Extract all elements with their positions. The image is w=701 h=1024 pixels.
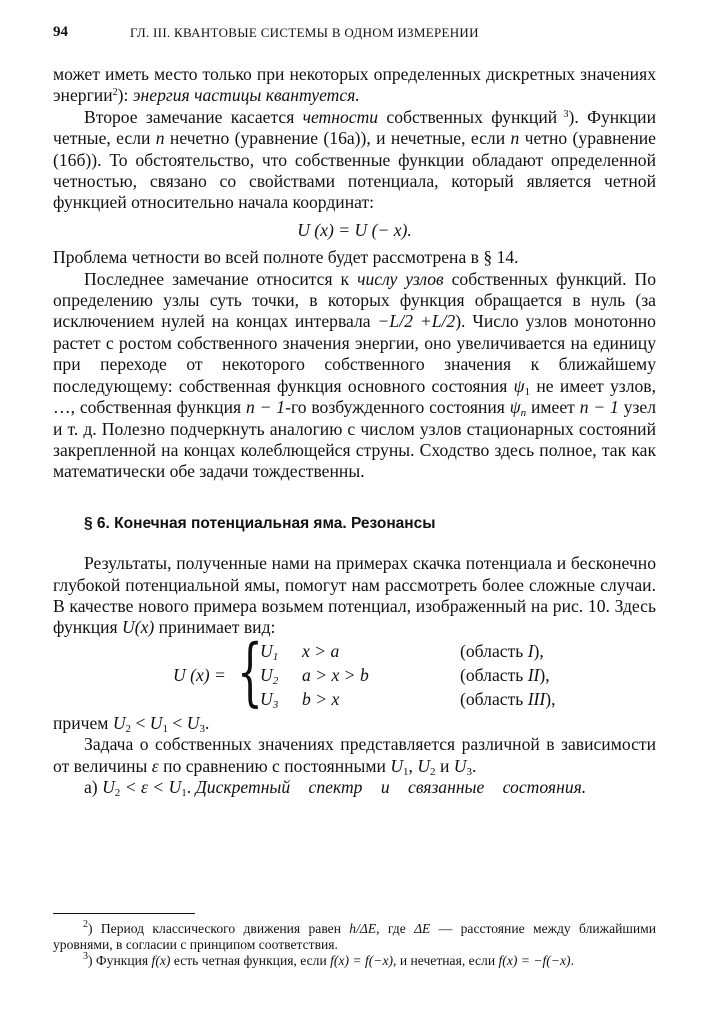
text: <: [131, 712, 150, 733]
math-subscript: 2: [125, 722, 132, 735]
region-label: III: [527, 688, 546, 709]
paragraph-parity-reference: Проблема четности во всей полноте будет рассмотрена в § 14.: [53, 247, 519, 268]
math-u: U: [186, 712, 200, 733]
italic-term-nodes: числу узлов: [357, 268, 444, 289]
paragraph-ordering: [53, 713, 656, 734]
text: (область: [460, 664, 528, 685]
page-body: [53, 64, 656, 798]
text: причем: [53, 712, 113, 733]
text: Задача о собственных значениях представляется различной в зависимости от величины: [53, 734, 656, 776]
text: ) Функция: [88, 953, 152, 968]
math-subscript: 1: [162, 722, 168, 735]
text: U: [260, 640, 273, 661]
text: ) Период классического движения равен: [88, 921, 350, 936]
math-subscript: 3: [272, 698, 279, 711]
text: собственных функций: [378, 106, 558, 127]
math-subscript: n: [520, 407, 527, 420]
text: Второе замечание касается: [84, 106, 303, 127]
equation-parity: U (x) = U (− x).: [297, 219, 412, 240]
math-psi: ψ: [513, 375, 525, 396]
footnote-ref-3[interactable]: 3: [563, 108, 569, 120]
text: -го возбужденного состояния: [285, 397, 510, 418]
italic-emphasis: энергия частицы квантуется.: [132, 85, 360, 106]
math-u: U: [417, 755, 431, 776]
page-number: 94: [53, 24, 68, 40]
text: по сравнению с постоянными: [158, 755, 391, 776]
paragraph-finite-well-intro: [53, 553, 656, 639]
piecewise-condition: a > x > b: [302, 664, 369, 685]
math-n-minus-1: n − 1: [245, 397, 286, 418]
section-heading: § 6. Конечная потенциальная яма. Резонансы: [84, 514, 436, 532]
math-psi: ψ: [509, 397, 521, 418]
text: U: [260, 664, 273, 685]
math-inequality: < ε <: [120, 776, 169, 797]
math-formula: f(x) = f(−x): [330, 953, 394, 968]
piecewise-value: [260, 641, 278, 662]
paragraph-quantization: может иметь место только при некоторых определенных дискретных значениях энергии$^2$): энергия частицы квантуется.: [53, 64, 656, 106]
math-n: n: [510, 128, 520, 149]
text: четно (уравнение (16б)). То обстоятельство, что собственные функции обладают определенной четностью, связано со свойствами потенциала, который является четной функцией относительно начала координат:: [53, 128, 656, 213]
text: .: [186, 776, 196, 797]
running-title: ГЛ. III. КВАНТОВЫЕ СИСТЕМЫ В ОДНОМ ИЗМЕРЕНИИ: [130, 25, 479, 40]
italic-case-title: Дискретный спектр и связанные состояния.: [195, 776, 587, 797]
text: ),: [539, 664, 550, 685]
text: нечетно (уравнение (16а)), и нечетные, если: [164, 128, 511, 149]
text: (область: [460, 688, 528, 709]
page-header: [53, 24, 656, 44]
text: узел и т. д. Полезно подчеркнуть аналогию с числом узлов стационарных состояний закрепленной на концах колеблющейся струны. Сходство здесь полное, так как математически обе задачи тождественны.: [53, 397, 656, 482]
math-u: U: [390, 755, 404, 776]
text: ). Число узлов монотонно растет с ростом собственного значения энергии, оно увеличивается на единицу при переходе от некоторого собственного значения к ближайшему последующему: собственная функция основного состояния: [53, 311, 656, 396]
piecewise-value: [260, 665, 278, 686]
text: Результаты, полученные нами на примерах скачка потенциала и бесконечно глубокой потенциальной ямы, помогут нам рассмотреть более сложные случаи. В качестве нового примера возьмем потенциал, изображенный на рис. 10. Здесь функция: [53, 553, 656, 638]
footnotes: [53, 921, 656, 969]
text: (область: [460, 640, 528, 661]
left-brace-icon: {: [237, 628, 263, 715]
paragraph-case-a: [53, 777, 656, 798]
text: .: [471, 755, 477, 776]
math-subscript: 1: [272, 650, 279, 663]
math-u: U: [453, 755, 467, 776]
math-n-minus-1: n − 1: [579, 397, 619, 418]
text: не имеет узлов, …, собственная функция: [53, 375, 656, 418]
piecewise-value: [260, 689, 278, 710]
math-n: n: [155, 128, 165, 149]
math-epsilon: ε: [151, 755, 159, 776]
equation-piecewise-potential: [53, 628, 656, 715]
math-interval: −L/2 +L/2: [377, 311, 456, 332]
text: принимает вид:: [154, 617, 276, 638]
footnote-mark: 2: [83, 919, 88, 930]
italic-term-parity: четности: [302, 106, 379, 127]
math-formula: ΔE: [414, 921, 431, 936]
text: Последнее замечание относится к: [84, 268, 358, 289]
text: , где: [376, 921, 415, 936]
math-subscript: 2: [430, 765, 436, 778]
text: ,: [408, 755, 418, 776]
text: ),: [545, 688, 556, 709]
text: U: [260, 688, 273, 709]
piecewise-condition: x > a: [302, 640, 340, 661]
piecewise-condition: b > x: [302, 688, 340, 709]
math-subscript: 1: [403, 765, 409, 778]
text: может иметь место только при некоторых определенных дискретных значениях энергии: [53, 64, 656, 106]
text: ),: [533, 640, 544, 661]
text: :: [123, 85, 133, 106]
piecewise-region: [460, 665, 550, 686]
math-formula: f(x): [151, 953, 171, 968]
math-subscript: 3: [199, 722, 205, 735]
text: а): [84, 776, 103, 797]
paragraph-parity: Второе замечание касается четности собственных функций $^3$). Функции четные, если n нечетно (уравнение (16а)), и нечетные, если n четно (уравнение (16б)). То обстоятельство, что собственные функции обладают определенной четностью, связано со свойствами потенциала, который является четной функцией относительно начала координат:: [53, 106, 656, 213]
math-u: U: [168, 776, 182, 797]
footnote-mark: 3: [83, 951, 88, 962]
region-label: I: [527, 640, 534, 661]
text: .: [204, 712, 210, 733]
piecewise-region: [460, 641, 544, 662]
math-u: U: [112, 712, 126, 733]
text: имеет: [526, 397, 580, 418]
paragraph-nodes: [53, 269, 656, 483]
text: есть четная функция, если: [170, 953, 331, 968]
math-subscript: 3: [466, 765, 472, 778]
math-formula: f(x) = −f(−x): [498, 953, 571, 968]
piecewise-lhs: U (x) =: [173, 664, 226, 685]
footnote-2: [53, 921, 656, 953]
text: .: [570, 953, 574, 968]
text: — расстояние между ближайшими уровнями, в согласии с принципом соответствия.: [53, 921, 656, 952]
math-formula: h/ΔE: [349, 921, 377, 936]
text: и: [435, 755, 454, 776]
text: <: [168, 712, 187, 733]
footnote-ref-2[interactable]: 2: [112, 87, 118, 99]
text: , и нечетная, если: [393, 953, 499, 968]
math-u: U: [102, 776, 115, 797]
text: . Функции четные, если: [53, 106, 656, 149]
math-u: U: [149, 712, 163, 733]
math-u-of-x: U(x): [122, 617, 155, 638]
math-subscript: 2: [272, 674, 279, 687]
footnote-3: [53, 953, 656, 969]
footnote-divider: [53, 913, 195, 914]
region-label: II: [527, 664, 540, 685]
piecewise-region: [460, 689, 556, 710]
math-subscript: 1: [181, 786, 187, 799]
math-subscript: 2: [114, 786, 121, 799]
paragraph-eigenvalue-problem: [53, 734, 656, 777]
math-subscript: 1: [524, 385, 531, 398]
text: собственных функций. По определению узлы суть точки, в которых функция обращается в нуль (за исключением нулей на концах интервала: [53, 268, 656, 332]
